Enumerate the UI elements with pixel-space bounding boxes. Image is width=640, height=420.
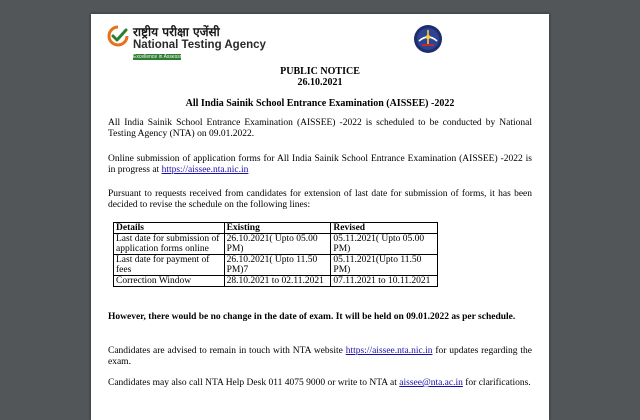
table-cell: 26.10.2021( Upto 05.00 PM) <box>224 234 331 255</box>
schedule-table <box>113 222 438 287</box>
nta-website-link[interactable]: https://aissee.nta.nic.in <box>345 346 433 356</box>
logo-hindi-text: राष्ट्रीय परीक्षा एजेंसी <box>133 25 220 39</box>
notice-date: 26.10.2021 <box>297 77 343 88</box>
table-header-details: Details <box>114 223 225 234</box>
table-cell: Last date for submission of application forms online <box>114 234 225 255</box>
table-cell: 05.11.2021(Upto 11.50 PM) <box>331 255 438 276</box>
table-cell: Correction Window <box>114 276 225 287</box>
paragraph-helpdesk-suffix: for clarifications. <box>462 378 531 388</box>
nta-logo <box>107 22 266 62</box>
table-cell: 07.11.2021 to 10.11.2021 <box>331 276 438 287</box>
paragraph-online-submission-text: Online submission of application forms for All India Sainik School Entrance Examination (AISSEE) -2022 is in progress at <box>108 154 532 175</box>
nta-logo-mark-icon <box>107 25 129 47</box>
table-row <box>114 234 438 255</box>
exam-title: All India Sainik School Entrance Examination (AISSEE) -2022 <box>185 98 455 109</box>
table-cell: Last date for payment of fees <box>114 255 225 276</box>
table-cell: 05.11.2021( Upto 05.00 PM) <box>331 234 438 255</box>
paragraph-online-submission <box>108 154 532 176</box>
logo-tagline: Excellence in Assessment <box>133 54 191 60</box>
paragraph-helpdesk <box>108 378 532 389</box>
military-crest-emblem-icon <box>413 24 443 54</box>
paragraph-stay-in-touch-suffix: for updates regarding the exam. <box>108 346 532 367</box>
notice-heading-block <box>91 66 549 88</box>
table-cell: 26.10.2021( Upto 11.50 PM)7 <box>224 255 331 276</box>
table-header-revised: Revised <box>331 223 438 234</box>
paragraph-revision-intro: Pursuant to requests received from candidates for extension of last date for submission of forms, it has been decided to revise the schedule on the following lines: <box>108 189 532 210</box>
document-page <box>91 14 549 420</box>
paragraph-helpdesk-text: Candidates may also call NTA Help Desk 011 4075 9000 or write to NTA at <box>108 378 400 388</box>
table-row <box>114 255 438 276</box>
table-header-existing: Existing <box>224 223 331 234</box>
paragraph-stay-in-touch <box>108 346 532 368</box>
table-row <box>114 276 438 287</box>
aissee-website-link[interactable]: https://aissee.nta.nic.in <box>161 165 249 175</box>
paragraph-exam-date-unchanged: However, there would be no change in the date of exam. It will be held on 09.01.2022 as per schedule. <box>108 312 516 322</box>
paragraph-exam-schedule: All India Sainik School Entrance Examination (AISSEE) -2022 is scheduled to be conducted by National Testing Agency (NTA) on 09.01.2022. <box>108 118 532 139</box>
table-cell: 28.10.2021 to 02.11.2021 <box>224 276 331 287</box>
table-header-row <box>114 223 438 234</box>
nta-email-link[interactable]: aissee@nta.ac.in <box>399 378 463 388</box>
logo-english-text: National Testing Agency <box>133 39 266 51</box>
paragraph-stay-in-touch-text: Candidates are advised to remain in touch with NTA website <box>108 346 346 356</box>
notice-heading: PUBLIC NOTICE <box>280 66 360 77</box>
